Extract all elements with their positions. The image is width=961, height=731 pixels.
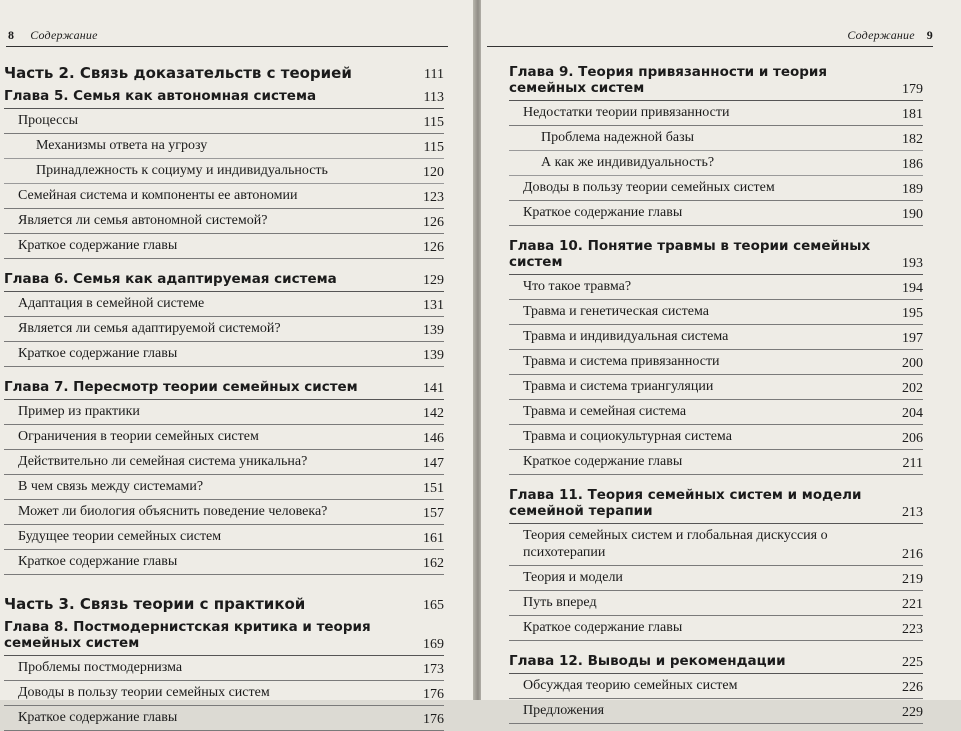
toc-chapter-entry	[4, 377, 444, 400]
toc-section-title: Теория семейных систем и глобальная дискуссия о психотерапии	[523, 528, 828, 560]
toc-section-title: Травма и семейная система	[523, 404, 687, 419]
toc-section-entry	[509, 616, 923, 641]
toc-chapter-title: Глава 10. Понятие травмы в теории семейных систем	[509, 238, 871, 270]
toc-chapter-title: Глава 9. Теория привязанности и теория семейных систем	[509, 64, 828, 96]
toc-section-title: Травма и генетическая система	[523, 304, 709, 319]
toc-section-entry	[509, 101, 923, 126]
toc-section-title: Краткое содержание главы	[18, 238, 178, 253]
running-head-title-right: Содержание	[847, 28, 915, 42]
toc-section-entry	[4, 500, 444, 525]
toc-chapter-entry	[509, 236, 923, 275]
toc-section-title: Краткое содержание главы	[18, 346, 178, 361]
toc-section-title: Краткое содержание главы	[18, 710, 178, 725]
toc-chapter-title: Глава 12. Выводы и рекомендации	[509, 653, 786, 669]
toc-section-page-number: 162	[423, 556, 444, 571]
toc-section-title: Травма и социокультурная система	[523, 429, 732, 444]
toc-subsection-entry	[509, 126, 923, 151]
toc-section-title: Доводы в пользу теории семейных систем	[523, 180, 775, 195]
toc-subsection-entry	[509, 151, 923, 176]
toc-section-page-number: 197	[902, 331, 923, 346]
toc-section-entry	[4, 425, 444, 450]
toc-section-title: Путь вперед	[523, 595, 597, 610]
spacer	[509, 475, 923, 485]
toc-section-entry	[509, 325, 923, 350]
toc-section-title: Краткое содержание главы	[523, 454, 683, 469]
toc-section-entry	[509, 201, 923, 226]
toc-section-title: Доводы в пользу теории семейных систем	[18, 685, 270, 700]
toc-subsection-title: Принадлежность к социуму и индивидуальность	[36, 163, 328, 178]
toc-section-page-number: 115	[423, 115, 444, 130]
toc-section-title: Является ли семья адаптируемой системой?	[18, 321, 281, 336]
toc-section-entry	[4, 400, 444, 425]
toc-section-page-number: 202	[902, 381, 923, 396]
toc-section-entry	[509, 176, 923, 201]
toc-section-page-number: 190	[902, 207, 923, 222]
toc-section-entry	[509, 300, 923, 325]
toc-section-entry	[4, 475, 444, 500]
toc-section-entry	[509, 450, 923, 475]
spacer	[509, 641, 923, 651]
toc-section-entry	[509, 566, 923, 591]
toc-section-page-number: 206	[902, 431, 923, 446]
right-page	[481, 0, 961, 720]
toc-section-page-number: 139	[423, 323, 444, 338]
toc-section-title: В чем связь между системами?	[18, 479, 204, 494]
toc-chapter-title: Глава 5. Семья как автономная система	[4, 88, 317, 104]
toc-section-page-number: 126	[423, 215, 444, 230]
toc-chapter-page-number: 225	[902, 655, 923, 670]
toc-section-entry	[4, 292, 444, 317]
toc-section-page-number: 123	[423, 190, 444, 205]
toc-section-page-number: 226	[902, 680, 923, 695]
spacer	[4, 259, 444, 269]
header-rule-right	[487, 46, 933, 47]
toc-part-page-number: 111	[424, 67, 444, 82]
toc-section-entry	[4, 681, 444, 706]
toc-section-title: Травма и система привязанности	[523, 354, 720, 369]
toc-section-page-number: 131	[423, 298, 444, 313]
toc-section-page-number: 189	[902, 182, 923, 197]
toc-section-title: Теория и модели	[523, 570, 623, 585]
toc-section-entry	[4, 184, 444, 209]
toc-subsection-page-number: 120	[423, 165, 444, 180]
toc-chapter-page-number: 213	[902, 505, 923, 520]
toc-section-title: Процессы	[18, 113, 78, 128]
toc-section-entry	[4, 342, 444, 367]
toc-section-entry	[509, 524, 923, 566]
toc-section-page-number: 211	[902, 456, 923, 471]
toc-section-title: Проблемы постмодернизма	[18, 660, 183, 675]
toc-chapter-title: Глава 11. Теория семейных систем и модели семейной терапии	[509, 487, 862, 519]
toc-chapter-entry	[4, 269, 444, 292]
toc-section-page-number: 161	[423, 531, 444, 546]
running-head-right	[481, 28, 933, 43]
toc-chapter-page-number: 141	[423, 381, 444, 396]
toc-chapter-title: Глава 6. Семья как адаптируемая система	[4, 271, 337, 287]
toc-section-title: Пример из практики	[18, 404, 140, 419]
toc-section-page-number: 142	[423, 406, 444, 421]
toc-section-page-number: 195	[902, 306, 923, 321]
toc-section-page-number: 147	[423, 456, 444, 471]
toc-section-title: Ограничения в теории семейных систем	[18, 429, 259, 444]
toc-chapter-page-number: 129	[423, 273, 444, 288]
toc-section-entry	[4, 109, 444, 134]
toc-part-page-number: 165	[423, 598, 444, 613]
toc-section-entry	[509, 275, 923, 300]
toc-section-title: Краткое содержание главы	[523, 620, 683, 635]
toc-left	[4, 62, 444, 731]
toc-section-entry	[509, 400, 923, 425]
toc-part-entry	[4, 62, 444, 86]
toc-section-page-number: 200	[902, 356, 923, 371]
toc-section-page-number: 151	[423, 481, 444, 496]
toc-section-page-number: 219	[902, 572, 923, 587]
toc-chapter-page-number: 169	[423, 637, 444, 652]
toc-section-entry	[509, 674, 923, 699]
toc-section-title: Семейная система и компоненты ее автономии	[18, 188, 298, 203]
toc-section-entry	[4, 450, 444, 475]
toc-part-title: Часть 2. Связь доказательств с теорией	[4, 64, 352, 82]
toc-section-page-number: 204	[902, 406, 923, 421]
toc-section-entry	[4, 317, 444, 342]
toc-chapter-page-number: 113	[423, 90, 444, 105]
toc-chapter-title: Глава 7. Пересмотр теории семейных систем	[4, 379, 358, 395]
header-rule-left	[6, 46, 448, 47]
toc-section-entry	[4, 209, 444, 234]
toc-section-page-number: 139	[423, 348, 444, 363]
toc-chapter-entry	[4, 617, 444, 656]
toc-subsection-entry	[4, 159, 444, 184]
toc-section-page-number: 223	[902, 622, 923, 637]
toc-section-page-number: 221	[902, 597, 923, 612]
toc-subsection-title: А как же индивидуальность?	[541, 155, 715, 170]
toc-section-entry	[4, 234, 444, 259]
toc-section-title: Может ли биология объяснить поведение человека?	[18, 504, 328, 519]
toc-section-page-number: 176	[423, 712, 444, 727]
toc-section-page-number: 176	[423, 687, 444, 702]
toc-subsection-page-number: 186	[902, 157, 923, 172]
toc-subsection-page-number: 115	[423, 140, 444, 155]
page-number-left: 8	[8, 28, 15, 42]
toc-chapter-entry	[4, 86, 444, 109]
toc-chapter-page-number: 179	[902, 82, 923, 97]
toc-subsection-title: Механизмы ответа на угрозу	[36, 138, 208, 153]
toc-right	[509, 62, 923, 724]
toc-part-entry	[4, 593, 444, 617]
toc-section-entry	[4, 525, 444, 550]
toc-chapter-entry	[509, 485, 923, 524]
toc-chapter-entry	[509, 651, 923, 674]
toc-section-title: Краткое содержание главы	[523, 205, 683, 220]
toc-part-title: Часть 3. Связь теории с практикой	[4, 595, 306, 613]
left-page	[0, 0, 475, 727]
toc-section-title: Действительно ли семейная система уникальна?	[18, 454, 308, 469]
toc-section-title: Что такое травма?	[523, 279, 632, 294]
toc-section-page-number: 173	[423, 662, 444, 677]
toc-section-page-number: 126	[423, 240, 444, 255]
toc-section-title: Краткое содержание главы	[18, 554, 178, 569]
toc-section-page-number: 194	[902, 281, 923, 296]
toc-section-entry	[509, 425, 923, 450]
spacer	[4, 367, 444, 377]
toc-section-entry	[509, 699, 923, 724]
spacer	[509, 226, 923, 236]
toc-section-page-number: 216	[902, 547, 923, 562]
toc-chapter-entry	[509, 62, 923, 101]
toc-section-entry	[509, 350, 923, 375]
toc-section-title: Травма и индивидуальная система	[523, 329, 729, 344]
toc-section-title: Травма и система триангуляции	[523, 379, 714, 394]
toc-section-entry	[509, 591, 923, 616]
toc-section-title: Недостатки теории привязанности	[523, 105, 730, 120]
toc-subsection-page-number: 182	[902, 132, 923, 147]
toc-section-page-number: 146	[423, 431, 444, 446]
toc-chapter-page-number: 193	[902, 256, 923, 271]
toc-section-page-number: 229	[902, 705, 923, 720]
running-head-left	[8, 28, 448, 43]
toc-section-page-number: 157	[423, 506, 444, 521]
toc-subsection-entry	[4, 134, 444, 159]
toc-section-title: Предложения	[523, 703, 605, 718]
toc-section-page-number: 181	[902, 107, 923, 122]
toc-section-entry	[509, 375, 923, 400]
toc-section-title: Адаптация в семейной системе	[18, 296, 205, 311]
toc-section-entry	[4, 656, 444, 681]
toc-section-entry	[4, 706, 444, 731]
toc-subsection-title: Проблема надежной базы	[541, 130, 695, 145]
spacer	[4, 575, 444, 593]
toc-chapter-title: Глава 8. Постмодернистская критика и теория семейных систем	[4, 619, 371, 651]
page-number-right: 9	[926, 28, 933, 42]
running-head-title-left: Содержание	[30, 28, 98, 42]
toc-section-title: Будущее теории семейных систем	[18, 529, 222, 544]
toc-section-title: Является ли семья автономной системой?	[18, 213, 268, 228]
toc-section-entry	[4, 550, 444, 575]
toc-section-title: Обсуждая теорию семейных систем	[523, 678, 738, 693]
